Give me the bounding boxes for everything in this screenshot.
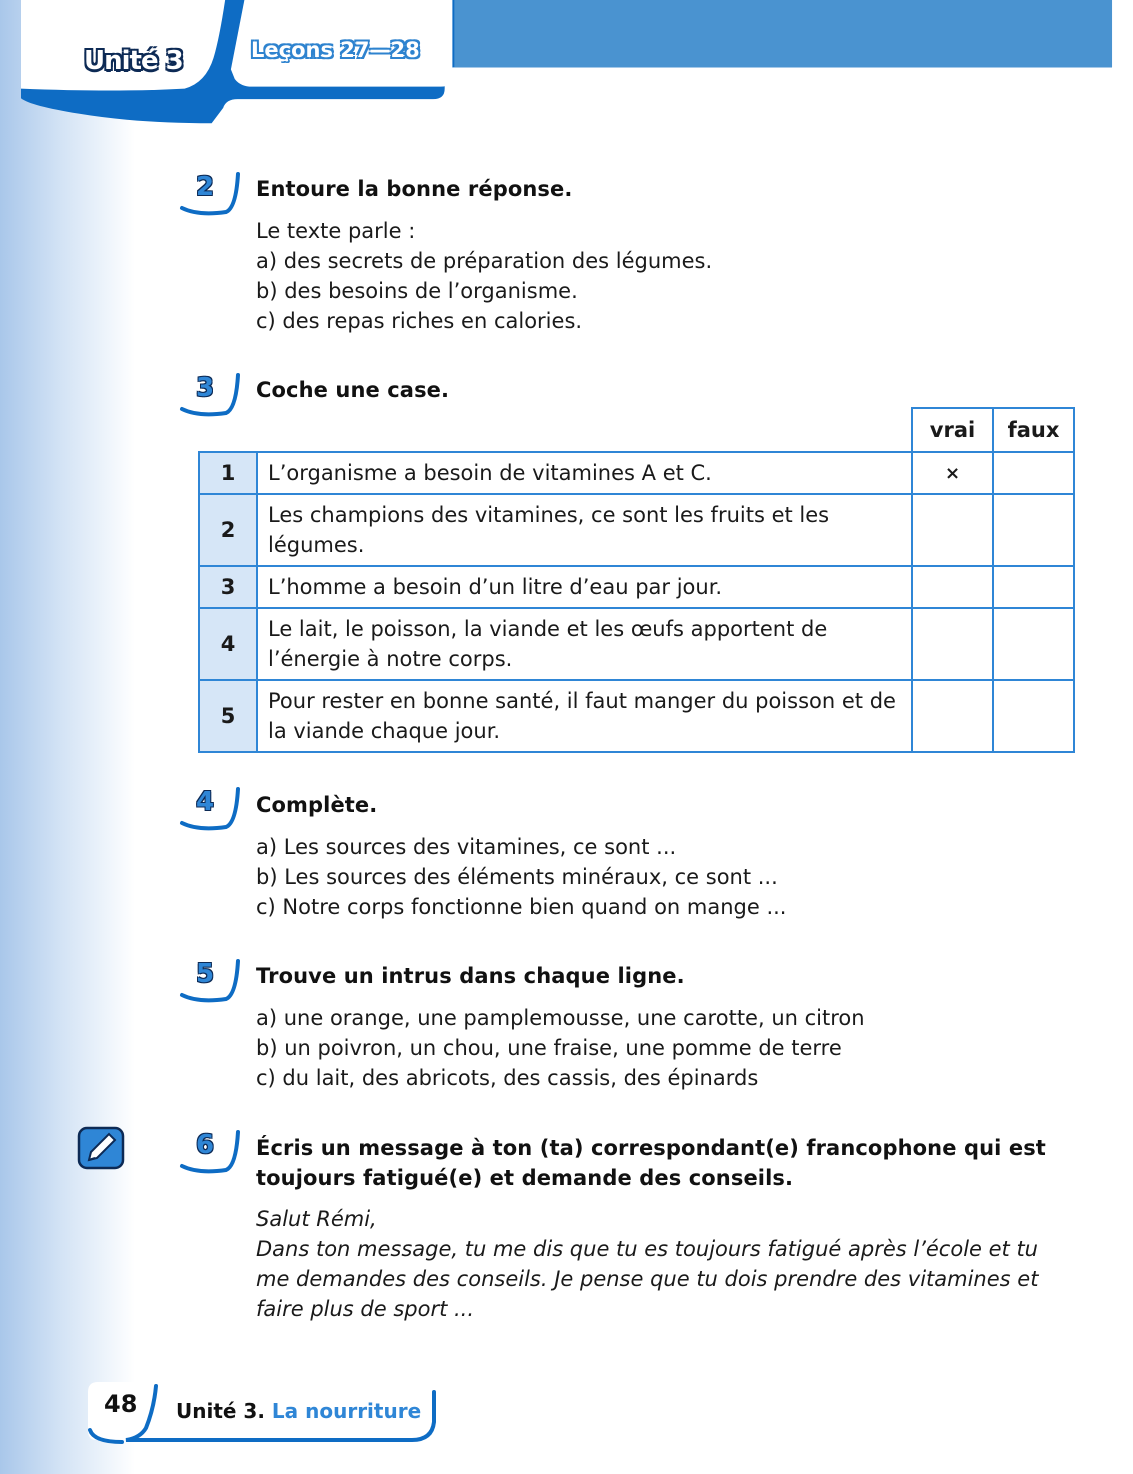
exercise-title: Coche une case. xyxy=(256,378,450,402)
exercise-number-5: 5 xyxy=(178,955,238,1005)
checkbox-vrai[interactable] xyxy=(912,608,993,680)
column-header-vrai: vrai xyxy=(912,408,993,452)
lessons-badge: Leçons 27—28 xyxy=(251,38,420,62)
checkbox-faux[interactable] xyxy=(993,566,1074,608)
exercise-title: Trouve un intrus dans chaque ligne. xyxy=(256,964,685,988)
footer-unit-label: Unité 3. xyxy=(176,1399,265,1423)
row-number: 2 xyxy=(199,494,257,566)
option-b: b) Les sources des éléments minéraux, ce sont ... xyxy=(256,865,778,889)
checkbox-vrai[interactable] xyxy=(912,680,993,752)
table-row xyxy=(199,566,1074,608)
table-header-row xyxy=(199,408,1074,452)
statement: Pour rester en bonne santé, il faut manger du poisson et de la viande chaque jour. xyxy=(257,680,912,752)
option-a: a) des secrets de préparation des légumes. xyxy=(256,249,713,273)
checkbox-faux[interactable] xyxy=(993,680,1074,752)
option-c: c) des repas riches en calories. xyxy=(256,309,583,333)
table-row xyxy=(199,494,1074,566)
pencil-icon xyxy=(77,1124,127,1172)
statement: L’organisme a besoin de vitamines A et C. xyxy=(257,452,912,494)
message-line: Salut Rémi, xyxy=(256,1207,377,1231)
option-c: c) Notre corps fonctionne bien quand on mange ... xyxy=(256,895,787,919)
row-number: 5 xyxy=(199,680,257,752)
footer-unit-title: La nourriture xyxy=(271,1399,422,1423)
page-number: 48 xyxy=(104,1390,138,1418)
checkbox-vrai[interactable] xyxy=(912,494,993,566)
statement: Les champions des vitamines, ce sont les fruits et les légumes. xyxy=(257,494,912,566)
row-number: 4 xyxy=(199,608,257,680)
footer-title xyxy=(176,1399,421,1423)
exercise-title-line-2: toujours fatigué(e) et demande des conseils. xyxy=(256,1166,794,1190)
option-b: b) un poivron, un chou, une fraise, une pomme de terre xyxy=(256,1036,842,1060)
option-c: c) du lait, des abricots, des cassis, des épinards xyxy=(256,1066,759,1090)
checkbox-vrai[interactable]: × xyxy=(912,452,993,494)
message-line: Dans ton message, tu me dis que tu es toujours fatigué après l’école et tu xyxy=(256,1237,1038,1261)
column-header-faux: faux xyxy=(993,408,1074,452)
exercise-title: Entoure la bonne réponse. xyxy=(256,177,573,201)
checkbox-faux[interactable] xyxy=(993,608,1074,680)
option-b: b) des besoins de l’organisme. xyxy=(256,279,578,303)
exercise-title-line-1: Écris un message à ton (ta) correspondant(e) francophone qui est xyxy=(256,1136,1046,1160)
table-row xyxy=(199,452,1074,494)
exercise-line: Le texte parle : xyxy=(256,219,416,243)
exercise-title: Complète. xyxy=(256,793,378,817)
side-gradient xyxy=(0,0,138,1474)
option-a: a) une orange, une pamplemousse, une carotte, un citron xyxy=(256,1006,865,1030)
option-a: a) Les sources des vitamines, ce sont ... xyxy=(256,835,677,859)
row-number: 3 xyxy=(199,566,257,608)
exercise-number-3: 3 xyxy=(178,369,238,419)
exercise-number-6: 6 xyxy=(178,1126,238,1176)
message-line: me demandes des conseils. Je pense que tu dois prendre des vitamines et xyxy=(256,1267,1039,1291)
row-number: 1 xyxy=(199,452,257,494)
exercise-number-4: 4 xyxy=(178,783,238,833)
table-row xyxy=(199,680,1074,752)
checkbox-faux[interactable] xyxy=(993,452,1074,494)
true-false-table xyxy=(198,407,1075,753)
statement: Le lait, le poisson, la viande et les œufs apportent de l’énergie à notre corps. xyxy=(257,608,912,680)
checkbox-faux[interactable] xyxy=(993,494,1074,566)
message-line: faire plus de sport ... xyxy=(256,1297,475,1321)
statement: L’homme a besoin d’un litre d’eau par jour. xyxy=(257,566,912,608)
unit-badge: Unité 3 xyxy=(84,46,183,76)
exercise-number-2: 2 xyxy=(178,168,238,218)
checkbox-vrai[interactable] xyxy=(912,566,993,608)
table-row xyxy=(199,608,1074,680)
